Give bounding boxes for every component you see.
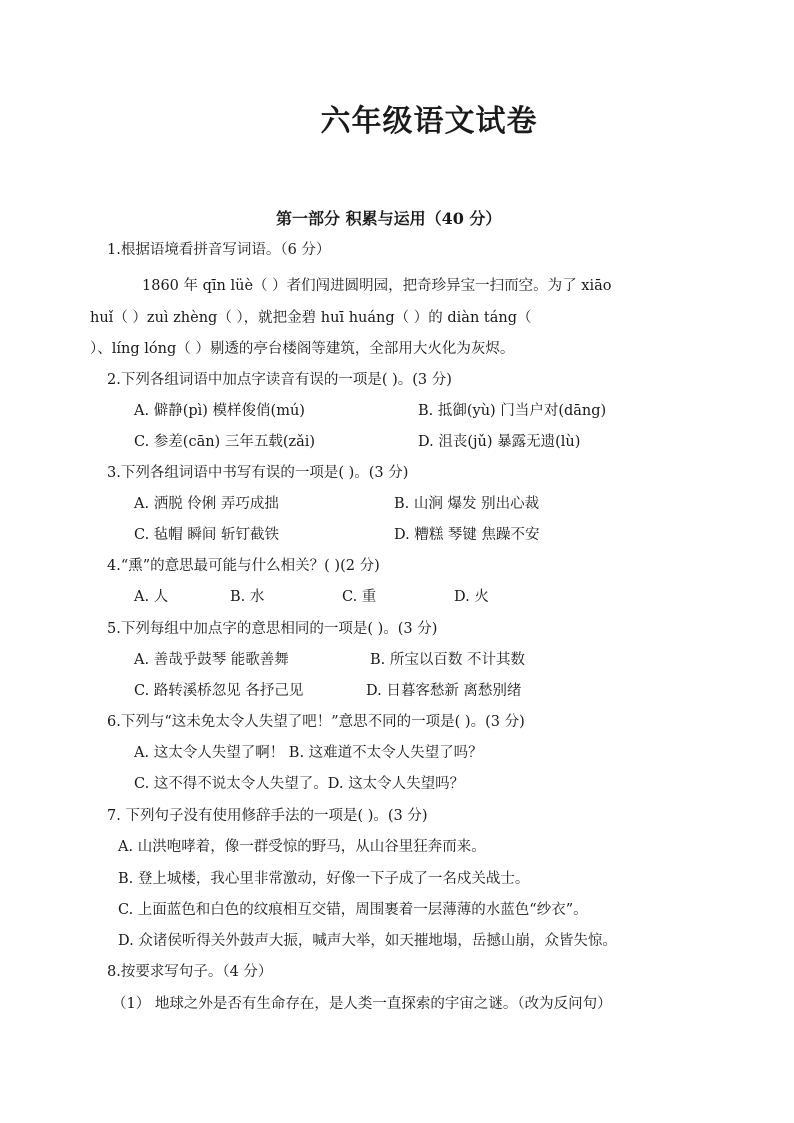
question-5-stem: 5.下列每组中加点字的意思相同的一项是( )。(3 分) (107, 621, 438, 637)
question-3-option-b: B. 山涧 爆发 别出心裁 (394, 496, 540, 512)
question-3-option-c: C. 毡帽 瞬间 斩钉截铁 (134, 527, 280, 543)
question-4-option-a: A. 人 (134, 589, 169, 605)
question-6-options-cd: C. 这不得不说太令人失望了。D. 这太令人失望吗？ (134, 776, 465, 792)
question-6-stem: 6.下列与“这未免太令人失望了吧！”意思不同的一项是( )。(3 分) (107, 714, 525, 730)
question-4-option-c: C. 重 (342, 589, 377, 605)
question-3-option-d: D. 糟糕 琴键 焦躁不安 (394, 527, 540, 543)
question-5-option-c: C. 路转溪桥忽见 各抒己见 (134, 683, 304, 699)
question-5-option-a: A. 善哉乎鼓琴 能歌善舞 (134, 652, 289, 668)
question-5-option-d: D. 日暮客愁新 离愁别绪 (366, 683, 522, 699)
section-heading: 第一部分 积累与运用（40 分） (276, 209, 502, 228)
question-8-stem: 8.按要求写句子。（4 分） (107, 964, 273, 980)
question-7-option-b: B. 登上城楼，我心里非常激动，好像一下子成了一名戍关战士。 (118, 871, 530, 887)
question-7-option-a: A. 山洪咆哮着，像一群受惊的野马，从山谷里狂奔而来。 (118, 839, 486, 855)
question-1-stem: 1.根据语境看拼音写词语。（6 分） (107, 242, 331, 258)
question-5-option-b: B. 所宝以百数 不计其数 (370, 652, 525, 668)
question-4-option-b: B. 水 (230, 589, 265, 605)
question-1-line-1: 1860 年 qīn lüè（ ）者们闯进圆明园，把奇珍异宝一扫而空。为了 xiāo (142, 278, 612, 294)
question-7-stem: 7. 下列句子没有使用修辞手法的一项是( )。(3 分) (107, 808, 428, 824)
question-1-line-3: ）、líng lóng（ ）剔透的亭台楼阁等建筑，全部用大火化为灰烬。 (90, 341, 515, 357)
question-2-stem: 2.下列各组词语中加点字读音有误的一项是( )。(3 分) (107, 372, 452, 388)
question-3-stem: 3.下列各组词语中书写有误的一项是( )。(3 分) (107, 465, 409, 481)
question-4-option-d: D. 火 (454, 589, 489, 605)
question-2-option-b: B. 抵御(yù) 门当户对(dāng) (418, 403, 607, 419)
question-2-option-d: D. 沮丧(jǔ) 暴露无遗(lù) (418, 434, 581, 450)
question-7-option-c: C. 上面蓝色和白色的纹痕相互交错，周围裹着一层薄薄的水蓝色“纱衣”。 (118, 902, 588, 918)
question-1-line-2: huǐ（ ）zuì zhèng（ ），就把金碧 huī huáng（ ）的 diàn táng（ (90, 310, 532, 326)
question-3-option-a: A. 洒脱 伶俐 弄巧成拙 (134, 496, 279, 512)
question-2-option-c: C. 参差(cān) 三年五载(zǎi) (134, 434, 316, 450)
question-7-option-d: D. 众诸侯听得关外鼓声大振，喊声大举，如天摧地塌，岳撼山崩，众皆失惊。 (118, 933, 617, 949)
question-4-stem: 4.“熏”的意思最可能与什么相关？( )(2 分) (107, 558, 380, 574)
question-8-sub-1: （1） 地球之外是否有生命存在，是人类一直探索的宇宙之谜。（改为反问句） (112, 996, 612, 1012)
question-2-option-a: A. 僻静(pì) 模样俊俏(mú) (134, 403, 305, 419)
page-title: 六年级语文试卷 (320, 104, 538, 139)
question-6-options-ab: A. 这太令人失望了啊！ B. 这难道不太令人失望了吗？ (134, 745, 483, 761)
